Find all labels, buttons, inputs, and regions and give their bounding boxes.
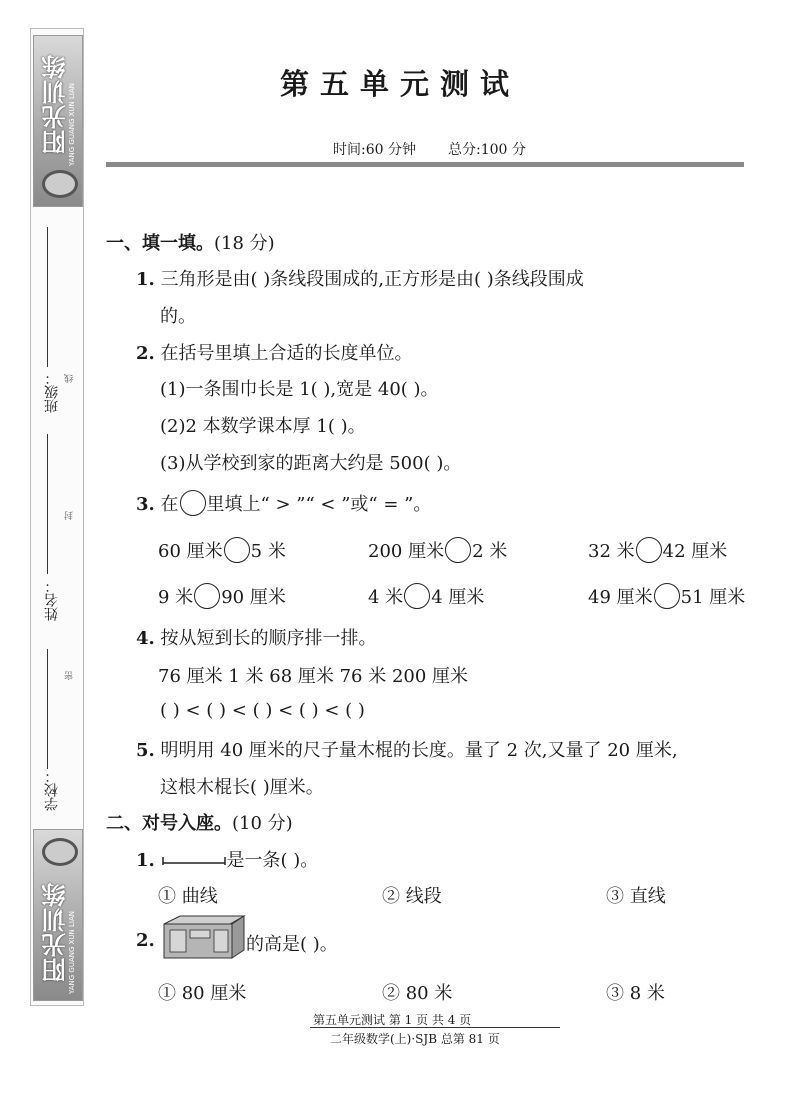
question-text: 里填上“ > ”“ < ”或“ = ”。 [206,494,432,515]
option-c[interactable]: ③ 直线 [606,886,666,907]
option-b[interactable]: ② 80 米 [382,983,453,1004]
question-1-4 [136,624,377,650]
question-2-2 [136,930,155,951]
binding-strip [30,28,84,1006]
brand-logo-subtext: YANG GUANG XUN LIAN [68,911,76,994]
school-label: 学校： [44,769,60,811]
school-fill-line [47,649,48,769]
page-title: 第五单元测试 [279,67,520,101]
option-a[interactable]: ① 曲线 [158,886,218,907]
seal-mark-mi: 密 [65,671,75,680]
question-1-2 [136,339,413,365]
question-text: 三角形是由( )条线段围成的,正方形是由( )条线段围成 [160,269,584,290]
answer-circle[interactable] [445,537,471,563]
compare-item [588,537,727,563]
compare-right: 51 厘米 [680,587,746,608]
exam-meta [333,139,526,159]
question-number: 2. [136,930,155,951]
question-text: 是一条( )。 [226,850,319,871]
question-2-2-text: 的高是( )。 [246,934,338,955]
compare-item [368,537,507,563]
compare-right: 42 厘米 [662,541,728,562]
brand-logo-top [33,35,83,207]
question-number: 5. [136,740,155,761]
footer-rule [310,1027,560,1028]
question-1-2-sub2: (2)2 本数学课本厚 1( )。 [160,416,366,437]
section-1-title: 一、填一填。 [106,233,214,254]
question-number: 1. [136,850,155,871]
seal-mark-xian: 线 [65,374,75,383]
question-text: 明明用 40 厘米的尺子量木棍的长度。量了 2 次,又量了 20 厘米, [160,740,678,761]
compare-left: 32 米 [588,541,635,562]
compare-left: 200 厘米 [368,541,445,562]
name-label: 姓名： [44,579,60,621]
question-1-3 [136,490,431,516]
compare-right: 5 米 [250,541,286,562]
compare-item [158,583,286,609]
section-1-points: (18 分) [214,233,275,254]
logo-emblem-icon [42,838,78,866]
answer-circle[interactable] [654,583,680,609]
footer-book-info: 二年级数学(上)·SJB 总第 81 页 [330,1032,500,1046]
section-2-heading [106,809,293,835]
compare-item [588,583,745,609]
question-1-5-cont: 这根木棍长( )厘米。 [160,777,324,798]
compare-left: 60 厘米 [158,541,223,562]
time-limit: 时间:60 分钟 [333,142,416,158]
compare-left: 49 厘米 [588,587,653,608]
question-text: 按从短到长的顺序排一排。 [160,628,377,649]
brand-logo-text: 阳光训练 [42,54,70,154]
option-a[interactable]: ① 80 厘米 [158,983,247,1004]
compare-right: 90 厘米 [221,587,286,608]
brand-logo-subtext: YANG GUANG XUN LIAN [68,83,76,166]
question-text: 在括号里填上合适的长度单位。 [160,343,413,364]
question-1-4-values: 76 厘米 1 米 68 厘米 76 米 200 厘米 [158,666,469,687]
answer-circle[interactable] [404,583,430,609]
compare-left: 4 米 [368,587,404,608]
option-b[interactable]: ② 线段 [382,886,442,907]
question-1-1-cont: 的。 [160,306,196,327]
compare-right: 4 厘米 [431,587,485,608]
comparison-circle-icon [180,490,206,516]
section-2-title: 二、对号入座。 [106,813,232,834]
line-segment-icon [161,853,227,867]
footer-page-info: 第五单元测试 第 1 页 共 4 页 [313,1013,472,1027]
question-1-4-order-blanks: ( ) < ( ) < ( ) < ( ) < ( ) [160,700,365,721]
question-1-5 [136,736,678,762]
compare-item [368,583,484,609]
compare-left: 9 米 [158,587,194,608]
header-rule [106,162,744,167]
question-1-1 [136,265,584,291]
question-1-2-sub1: (1)一条围巾长是 1( ),宽是 40( )。 [160,379,439,400]
answer-circle[interactable] [224,537,250,563]
seal-mark-feng: 封 [65,511,75,520]
compare-item [158,537,286,563]
question-number: 3. [136,494,155,515]
section-2-points: (10 分) [232,813,293,834]
question-text: 在 [160,494,179,515]
class-fill-line [47,227,48,367]
question-number: 4. [136,628,155,649]
question-number: 1. [136,269,155,290]
brand-logo-bottom [33,829,83,1001]
answer-circle[interactable] [636,537,662,563]
answer-circle[interactable] [194,583,220,609]
total-score: 总分:100 分 [447,142,526,158]
question-number: 2. [136,343,155,364]
class-label: 班级： [44,371,60,413]
brand-logo-text: 阳光训练 [42,882,70,982]
logo-emblem-icon [42,170,78,198]
question-1-2-sub3: (3)从学校到家的距离大约是 500( )。 [160,453,462,474]
section-1-heading [106,229,275,255]
question-2-1 [136,846,318,872]
compare-right: 2 米 [472,541,508,562]
option-c[interactable]: ③ 8 米 [606,983,665,1004]
name-fill-line [47,434,48,574]
desk-icon [160,914,246,964]
